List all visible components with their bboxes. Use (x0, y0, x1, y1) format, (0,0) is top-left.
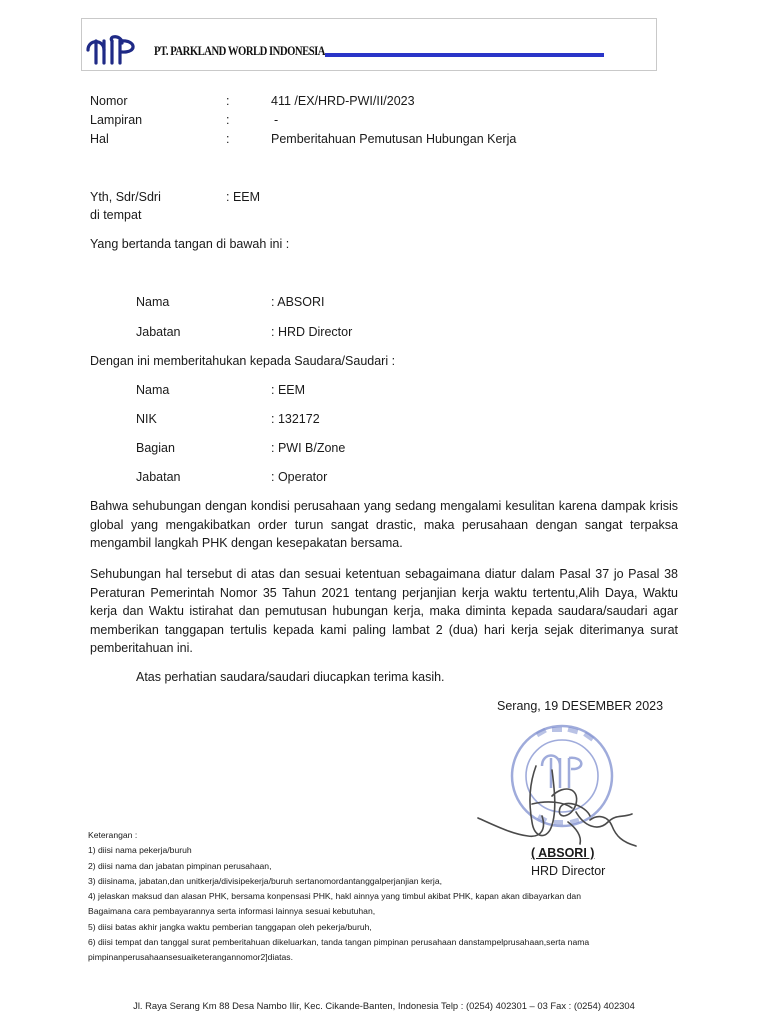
place-date: Serang, 19 DESEMBER 2023 (497, 699, 664, 713)
signature-name: ( ABSORI ) (531, 846, 595, 860)
notes-item: 1) diisi nama pekerja/buruh (88, 845, 192, 856)
employee-value: : PWI B/Zone (271, 441, 346, 455)
company-logo (84, 33, 142, 65)
notes-item: 4) jelaskan maksud dan alasan PHK, bersama konpensasi PHK, hakl ainnya yang timbul akibat PHK, kapan akan dibayarkan dan (88, 891, 581, 902)
employee-value: : 132172 (271, 412, 320, 426)
signer-label: Jabatan (136, 325, 181, 339)
employee-value: : EEM (271, 383, 306, 397)
meta-colon: : (226, 132, 230, 146)
footer-address: Jl. Raya Serang Km 88 Desa Nambo Ilir, Kec. Cikande-Banten, Indonesia Telp : (0254) 402301 – 03 Fax : (0254) 402304 (133, 1000, 635, 1011)
employee-label: Nama (136, 383, 170, 397)
recipient-place: di tempat (90, 208, 142, 222)
meta-colon: : (226, 113, 230, 127)
meta-label-nomor: Nomor (90, 94, 128, 108)
notify-intro: Dengan ini memberitahukan kepada Saudara/Saudari : (90, 354, 396, 368)
signer-label: Nama (136, 295, 170, 309)
employee-value: : Operator (271, 470, 328, 484)
notes-item: 6) diisi tempat dan tanggal surat pemberitahuan dikeluarkan, tanda tangan pimpinan perusahaan danstampelprusahaan,serta nama (88, 937, 590, 948)
paragraph-1: Bahwa sehubungan dengan kondisi perusahaan yang sedang mengalami kesulitan karena dampak krisis global yang mengakibatkan order turun sangat drastic, maka perusahaan dengan sangat terpaksa mengambil langkah PHK dengan kesepakatan bersama. (90, 499, 678, 550)
meta-value-hal: Pemberitahuan Pemutusan Hubungan Kerja (271, 132, 517, 146)
meta-value-nomor: 411 /EX/HRD-PWI/II/2023 (271, 94, 415, 108)
letterhead (81, 18, 657, 71)
notes-section (88, 828, 698, 966)
signer-value: : HRD Director (271, 325, 353, 339)
closing-text: Atas perhatian saudara/saudari diucapkan terima kasih. (136, 670, 445, 684)
recipient-value: : EEM (226, 190, 261, 204)
notes-item: 3) diisinama, jabatan,dan unitkerja/divisipekerja/buruh sertanomordantanggalperjanjian kerja, (88, 875, 442, 886)
employee-label: Bagian (136, 441, 175, 455)
recipient-label: Yth, Sdr/Sdri (90, 190, 161, 204)
intro-text: Yang bertanda tangan di bawah ini : (90, 237, 290, 251)
notes-item: 5) diisi batas akhir jangka waktu pemberian tanggapan oleh pekerja/buruh, (88, 921, 372, 932)
notes-item: pimpinanperusahaansesuaiketerangannomor2]diatas. (88, 952, 293, 963)
meta-label-hal: Hal (90, 132, 109, 146)
meta-label-lampiran: Lampiran (90, 113, 143, 127)
employee-label: NIK (136, 412, 157, 426)
company-name: PT. PARKLAND WORLD INDONESIA (154, 43, 326, 58)
notes-heading: Keterangan : (88, 830, 138, 840)
signature-title: HRD Director (531, 864, 606, 878)
meta-colon: : (226, 94, 230, 108)
notes-item: Bagaimana cara pembayarannya serta informasi lainnya sesuai kebutuhan, (88, 906, 376, 917)
letterhead-rule (325, 53, 604, 57)
paragraph-2: Sehubungan hal tersebut di atas dan sesuai ketentuan sebagaimana diatur dalam Pasal 37 jo Pasal 38 Peraturan Pemerintah Nomor 35 Tahun 2021 tentang perjanjian kerja waktu tertentu,Alih Daya, Waktu kerja dan Waktu istirahat dan pemutusan hubungan kerja, maka diminta kepada saudara/saudari agar memberikan tanggapan tertulis kepada kami paling lambat 2 (dua) hari kerja sejak diterimanya surat pemberitahuan ini. (90, 567, 678, 655)
notes-item: 2) diisi nama dan jabatan pimpinan perusahaan, (88, 860, 272, 871)
signer-value: : ABSORI (271, 295, 325, 309)
employee-label: Jabatan (136, 470, 181, 484)
meta-value-lampiran: - (274, 113, 279, 127)
